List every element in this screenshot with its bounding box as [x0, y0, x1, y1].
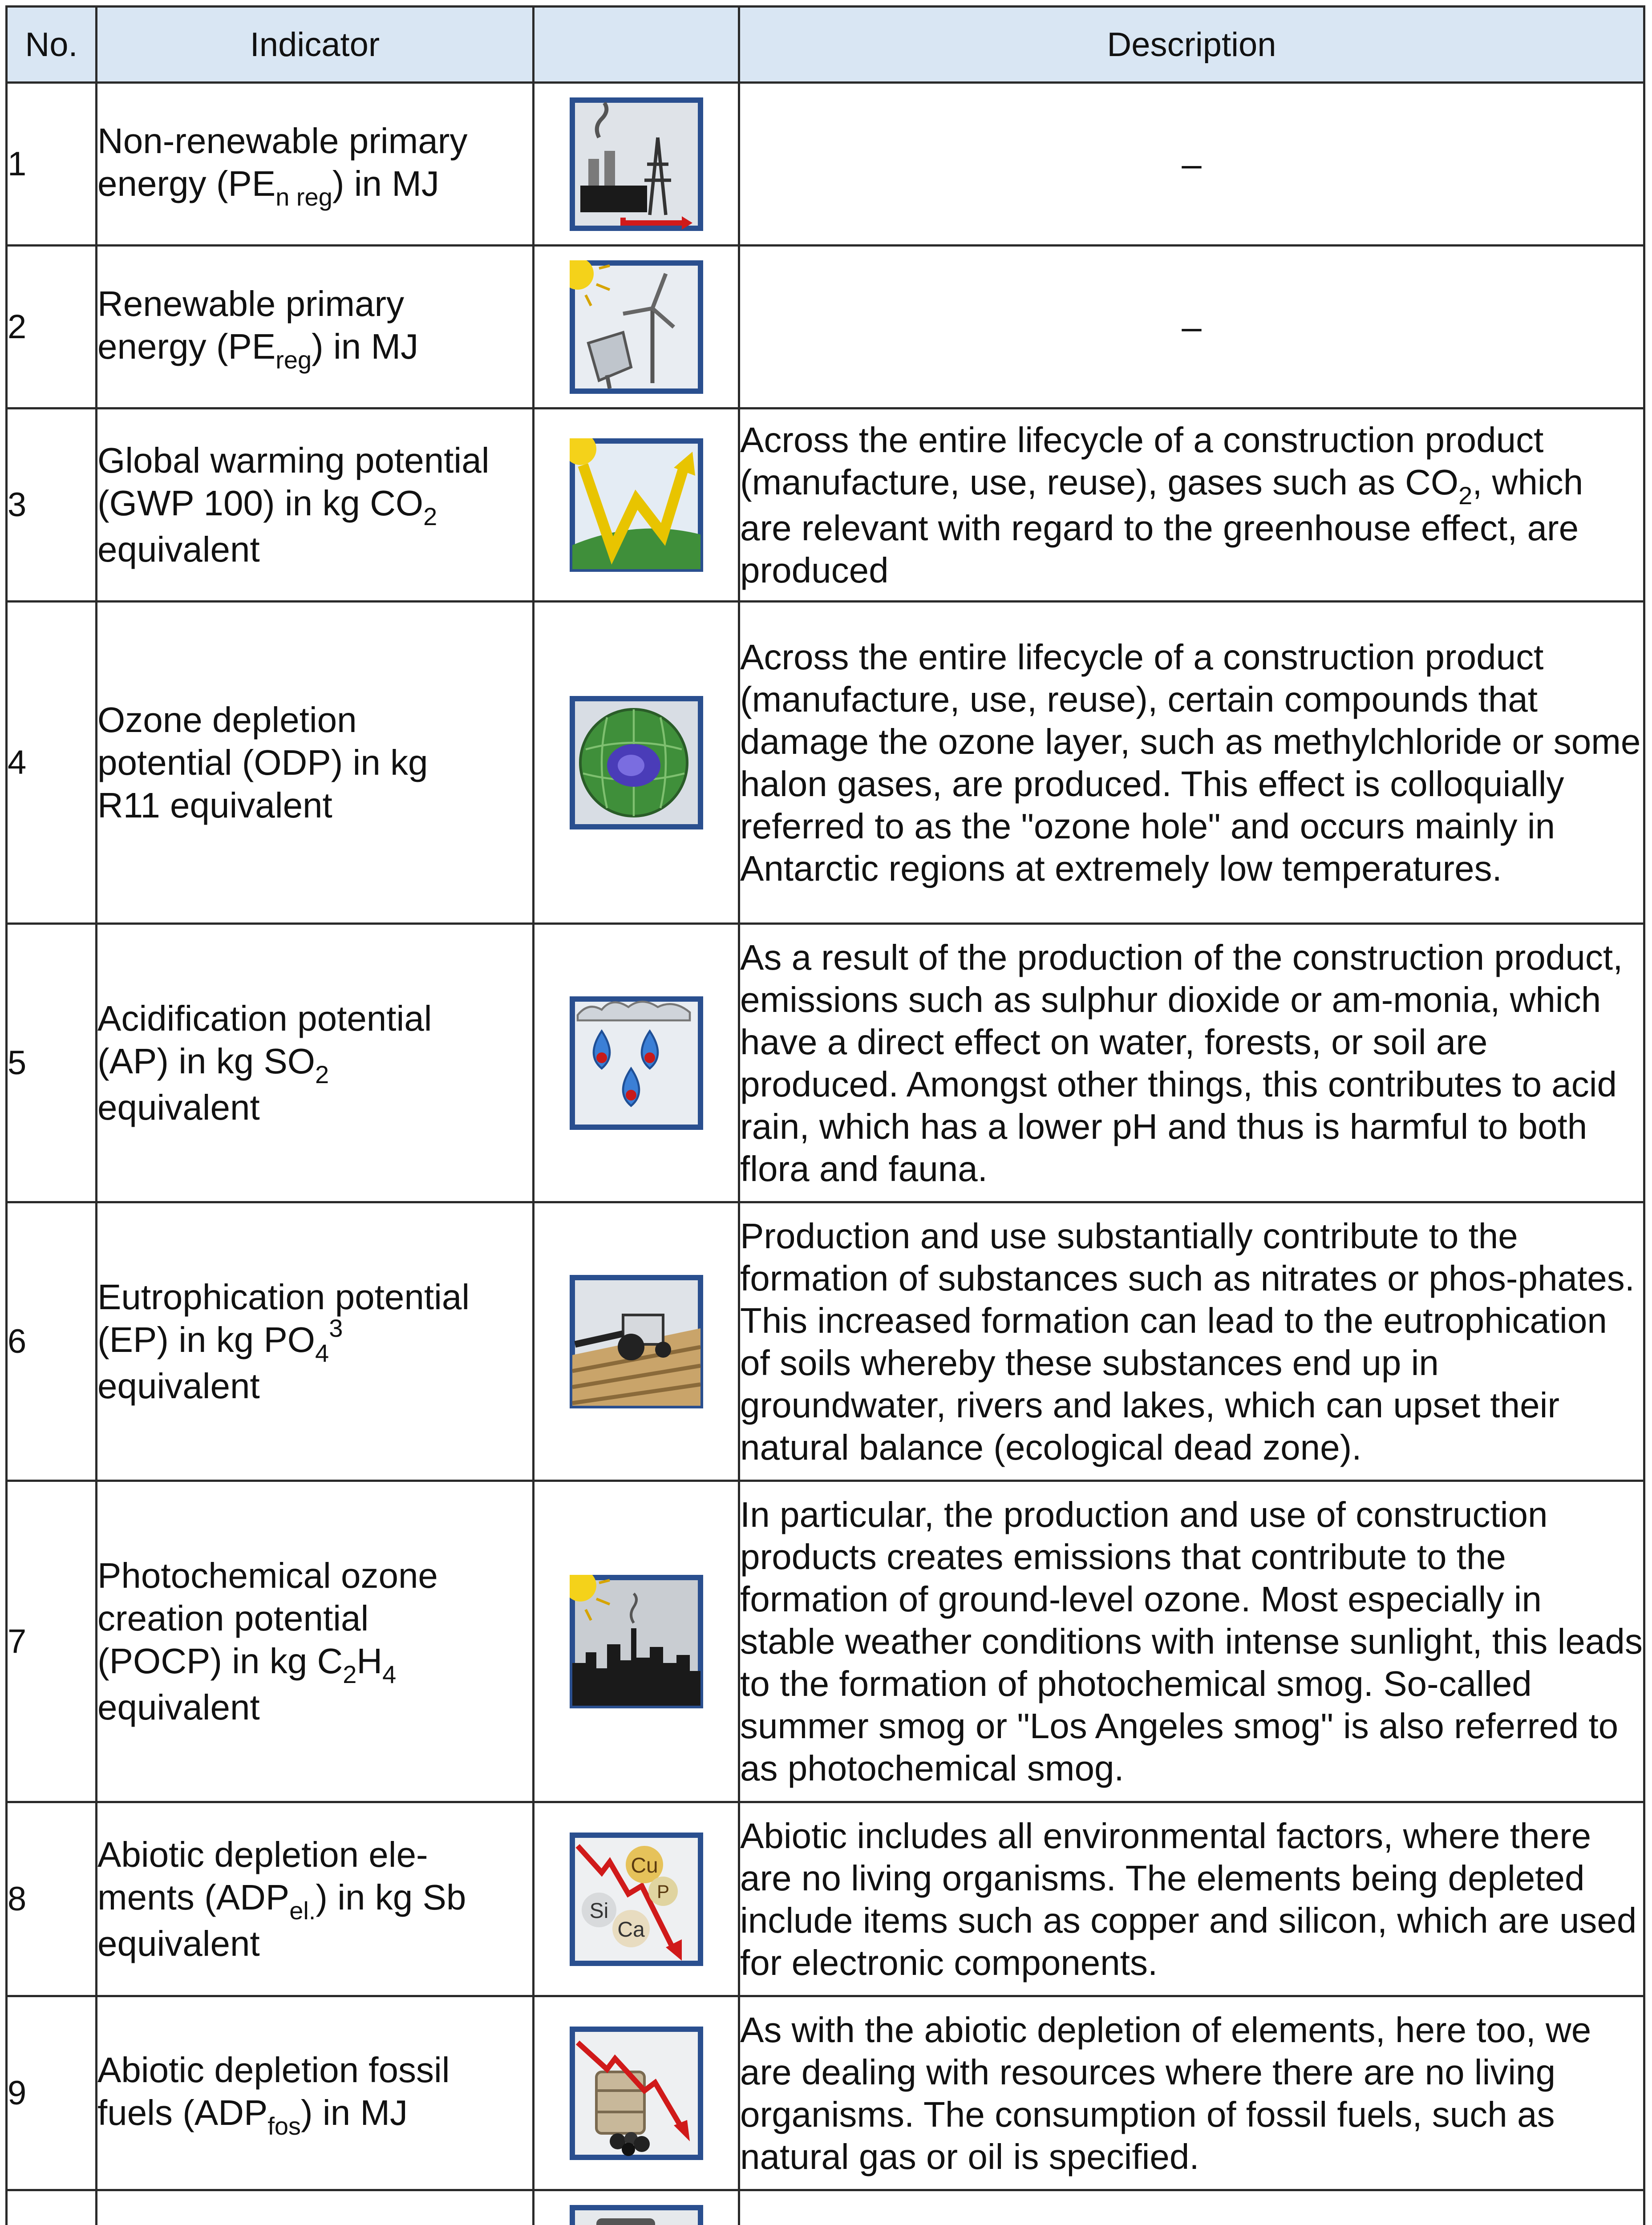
indicator-cell: Non-renewable primary energy $(PE_{n reg})$ in MJ — [97, 83, 534, 246]
renewable-energy-icon — [570, 260, 703, 394]
row-number: 3 — [7, 409, 97, 602]
row-number: 6 — [7, 1202, 97, 1481]
icon-cell — [534, 924, 739, 1202]
icon-cell — [534, 409, 739, 602]
description-cell: As a result of the production of the construction product, emissions such as sulphur dioxide or am-monia, which have a direct effect on water, forests, or soil are produced. Amongst other things, this contributes to acid rain, which has a lower pH and thus is harmful to both flora and fauna. — [739, 924, 1644, 1202]
global-warming-icon — [570, 438, 703, 572]
row-number: 8 — [7, 1802, 97, 1996]
description-cell: As with the abiotic depletion of elements, here too, we are dealing with resources where there are no living organisms. The consumption of fossil fuels, such as natural gas or oil is specified. — [739, 1996, 1644, 2190]
row-number: 5 — [7, 924, 97, 1202]
table-row — [7, 83, 1644, 246]
svg-text:P: P — [656, 1881, 669, 1902]
indicator-cell: Photochemical ozone creation potential (POCP) in kg $C_2H_4$ equivalent — [97, 1481, 534, 1802]
table-row — [7, 246, 1644, 409]
row-number: 2 — [7, 246, 97, 409]
description-cell: – — [739, 246, 1644, 409]
indicator-cell: Renewable primary energy $(PE_{reg})$ in MJ — [97, 246, 534, 409]
table-header-row — [7, 7, 1644, 83]
row-number: 7 — [7, 1481, 97, 1802]
description-cell: – — [739, 83, 1644, 246]
svg-text:Cu: Cu — [630, 1853, 658, 1877]
table-row — [7, 1481, 1644, 1802]
indicator-cell: Eutrophication potential (EP) in kg $PO_4^3$ equivalent — [97, 1202, 534, 1481]
elements-depletion-icon — [570, 1833, 703, 1966]
indicator-cell: Global warming potential (GWP 100) in kg $CO_2$ equivalent — [97, 409, 534, 602]
svg-text:Ca: Ca — [617, 1918, 645, 1942]
table-row — [7, 1802, 1644, 1996]
water-tap-icon — [570, 2205, 703, 2225]
header-icon-cell — [534, 7, 739, 83]
photochemical-smog-icon — [570, 1575, 703, 1708]
row-number: 4 — [7, 602, 97, 924]
ozone-depletion-icon — [570, 696, 703, 829]
description-cell — [739, 2190, 1644, 2225]
header-no: No. — [7, 7, 97, 83]
description-cell: Across the entire lifecycle of a construction product (manufacture, use, reuse), gases such as $CO_2$, which are relevant with regard to the greenhouse effect, are produced — [739, 409, 1644, 602]
icon-cell — [534, 1802, 739, 1996]
acidification-icon — [570, 996, 703, 1130]
header-description: Description — [739, 7, 1644, 83]
table-row — [7, 409, 1644, 602]
description-cell: In particular, the production and use of construction products creates emissions that contribute to the formation of ground-level ozone. Most especially in stable weather conditions with intense sunlight, this leads to the formation of photochemical smog. So-called summer smog or "Los Angeles smog" is also referred to as photochemical smog. — [739, 1481, 1644, 1802]
indicators-table — [5, 5, 1645, 2225]
indicator-cell: Abiotic depletion fossil fuels $(ADP_{fos})$ in MJ — [97, 1996, 534, 2190]
non-renewable-energy-icon — [570, 97, 703, 231]
table-row — [7, 1202, 1644, 1481]
fossil-fuels-icon — [570, 2027, 703, 2160]
eutrophication-icon — [570, 1275, 703, 1408]
icon-cell — [534, 1996, 739, 2190]
icon-cell — [534, 602, 739, 924]
table-row — [7, 1996, 1644, 2190]
icon-cell — [534, 83, 739, 246]
table-row — [7, 924, 1644, 1202]
indicator-cell: Abiotic depletion ele- ments $(ADP_{el.})$ in kg Sb equivalent — [97, 1802, 534, 1996]
indicator-cell: Acidification potential (AP) in kg $SO_2$ equivalent — [97, 924, 534, 1202]
table-row — [7, 2190, 1644, 2225]
indicator-cell — [97, 2190, 534, 2225]
icon-cell — [534, 1202, 739, 1481]
row-number: 9 — [7, 1996, 97, 2190]
table-row — [7, 602, 1644, 924]
icon-cell — [534, 246, 739, 409]
svg-text:Si: Si — [589, 1899, 608, 1923]
description-cell: Production and use substantially contribute to the formation of substances such as nitrates or phos-phates. This increased formation can lead to the eutrophication of soils whereby these substances end up in groundwater, rivers and lakes, which can upset their natural balance (ecological dead zone). — [739, 1202, 1644, 1481]
icon-cell — [534, 1481, 739, 1802]
row-number — [7, 2190, 97, 2225]
header-indicator: Indicator — [97, 7, 534, 83]
description-cell: Abiotic includes all environmental factors, where there are no living organisms. The elements being depleted include items such as copper and silicon, which are used for electronic components. — [739, 1802, 1644, 1996]
description-cell: Across the entire lifecycle of a construction product (manufacture, use, reuse), certain compounds that damage the ozone layer, such as methylchloride or some halon gases, are produced. This effect is colloquially referred to as the "ozone hole" and occurs mainly in Antarctic regions at extremely low temperatures. — [739, 602, 1644, 924]
indicator-cell: Ozone depletion potential (ODP) in kg R11 equivalent — [97, 602, 534, 924]
row-number: 1 — [7, 83, 97, 246]
icon-cell — [534, 2190, 739, 2225]
